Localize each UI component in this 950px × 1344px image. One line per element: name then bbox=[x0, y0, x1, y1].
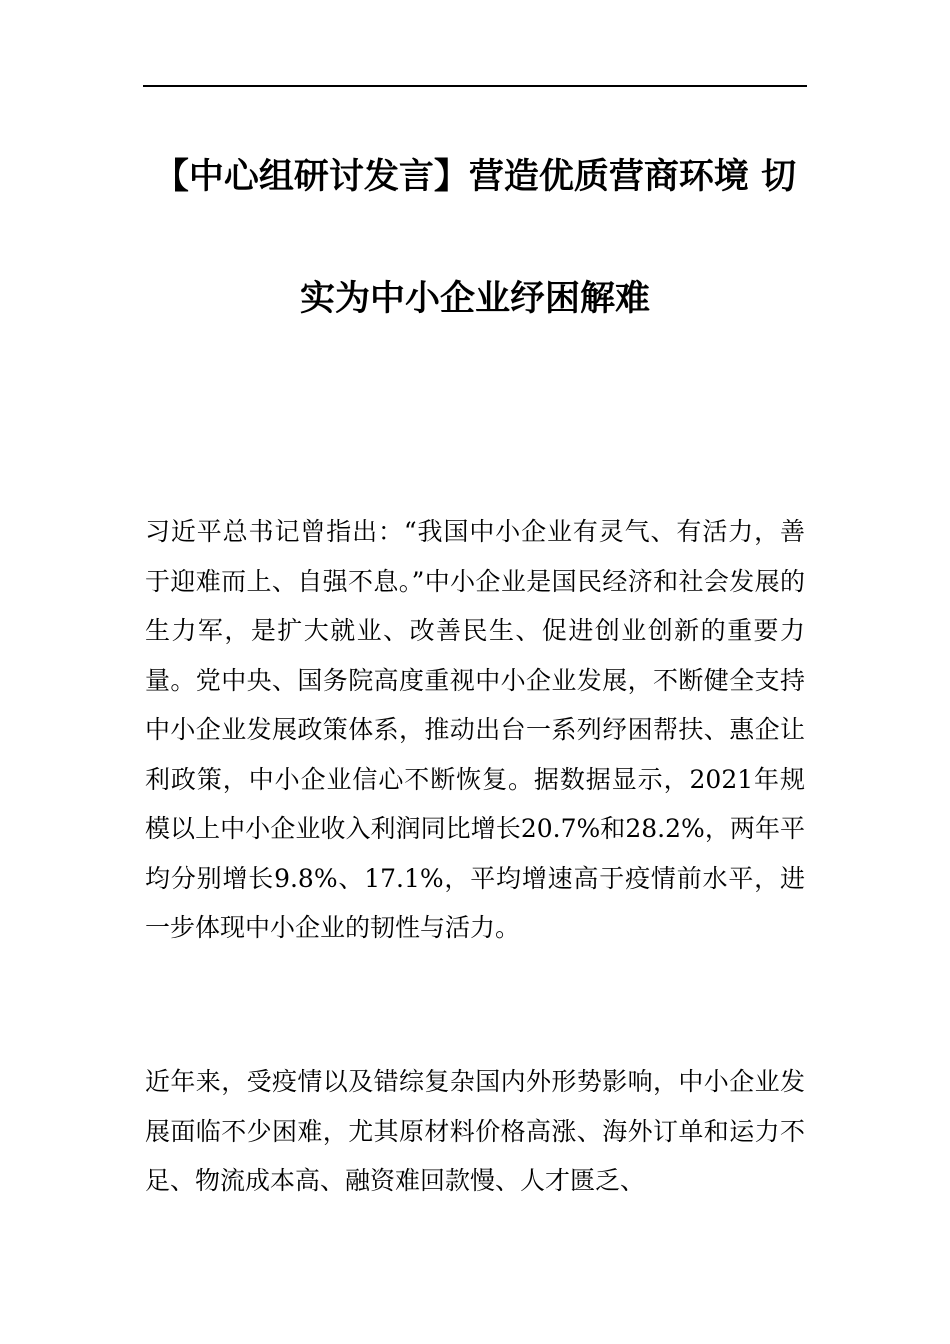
document-title-line-2: 实为中小企业纾困解难 bbox=[299, 279, 650, 319]
header-rule bbox=[143, 85, 807, 87]
body-paragraph-2: 近年来，受疫情以及错综复杂国内外形势影响，中小企业发展面临不少困难，尤其原材料价格高涨、海外订单和运力不足、物流成本高、融资难回款慢、人才匮乏、 bbox=[145, 1067, 805, 1195]
document-title-line-1: 【中心组研讨发言】营造优质营商环境 切 bbox=[153, 157, 797, 197]
body-paragraph-1: 习近平总书记曾指出：“我国中小企业有灵气、有活力，善于迎难而上、自强不息。”中小企业是国民经济和社会发展的生力军，是扩大就业、改善民生、促进创业创新的重要力量。党中央、国务院高度重视中小企业发展，不断健全支持中小企业发展政策体系，推动出台一系列纾困帮扶、惠企让利政策，中小企业信心不断恢复。据数据显示，2021年规模以上中小企业收入利润同比增长20.7%和28.2%，两年平均分别增长9.8%、17.1%，平均增速高于疫情前水平，进一步体现中小企业的韧性与活力。 bbox=[145, 517, 805, 942]
